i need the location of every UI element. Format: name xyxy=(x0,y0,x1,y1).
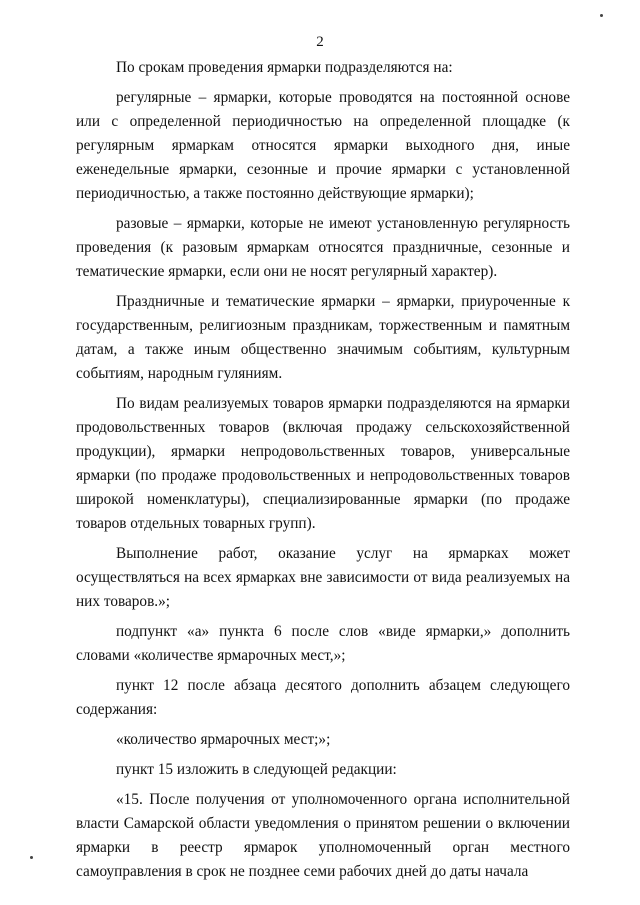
paragraph: Праздничные и тематические ярмарки – ярмарки, приуроченные к государственным, религиозным праздникам, торжественным и памятным датам, а также иным общественно значимым событиям, культурным событиям, народным гуляниям. xyxy=(76,293,570,382)
document-body xyxy=(76,56,570,890)
paragraph: «15. После получения от уполномоченного органа исполнительной власти Самарской области уведомления о принятом решении о включении ярмарки в реестр ярмарок уполномоченный орган местного самоуправления в срок не позднее семи рабочих дней до даты начала xyxy=(76,791,570,880)
paragraph: регулярные – ярмарки, которые проводятся на постоянной основе или с определенной периодичностью на определенной площадке (к регулярным ярмаркам относятся ярмарки выходного дня, иные еженедельные ярмарки, сезонные и прочие ярмарки с установленной периодичностью, а также постоянно действующие ярмарки); xyxy=(76,89,570,202)
paragraph: Выполнение работ, оказание услуг на ярмарках может осуществляться на всех ярмарках вне зависимости от вида реализуемых на них товаров.»; xyxy=(76,545,570,610)
paragraph: пункт 15 изложить в следующей редакции: xyxy=(116,761,397,778)
paragraph: По видам реализуемых товаров ярмарки подразделяются на ярмарки продовольственных товаров (включая продажу сельскохозяйственной продукции), ярмарки непродовольственных товаров, универсальные ярмарки (по продаже продовольственных и непродовольственных товаров широкой номенклатуры), специализированные ярмарки (по продаже товаров отдельных товарных групп). xyxy=(76,395,570,532)
scan-speck xyxy=(600,14,603,17)
paragraph: разовые – ярмарки, которые не имеют установленную регулярность проведения (к разовым ярмаркам относятся праздничные, сезонные и тематические ярмарки, если они не носят регулярный характер). xyxy=(76,215,570,280)
paragraph: «количество ярмарочных мест;»; xyxy=(116,731,331,748)
page-number: 2 xyxy=(316,34,324,50)
scan-speck xyxy=(30,856,33,859)
paragraph: подпункт «а» пункта 6 после слов «виде ярмарки,» дополнить словами «количестве ярмарочных мест,»; xyxy=(76,623,570,664)
paragraph: По срокам проведения ярмарки подразделяются на: xyxy=(116,59,453,76)
paragraph: пункт 12 после абзаца десятого дополнить абзацем следующего содержания: xyxy=(76,677,570,718)
